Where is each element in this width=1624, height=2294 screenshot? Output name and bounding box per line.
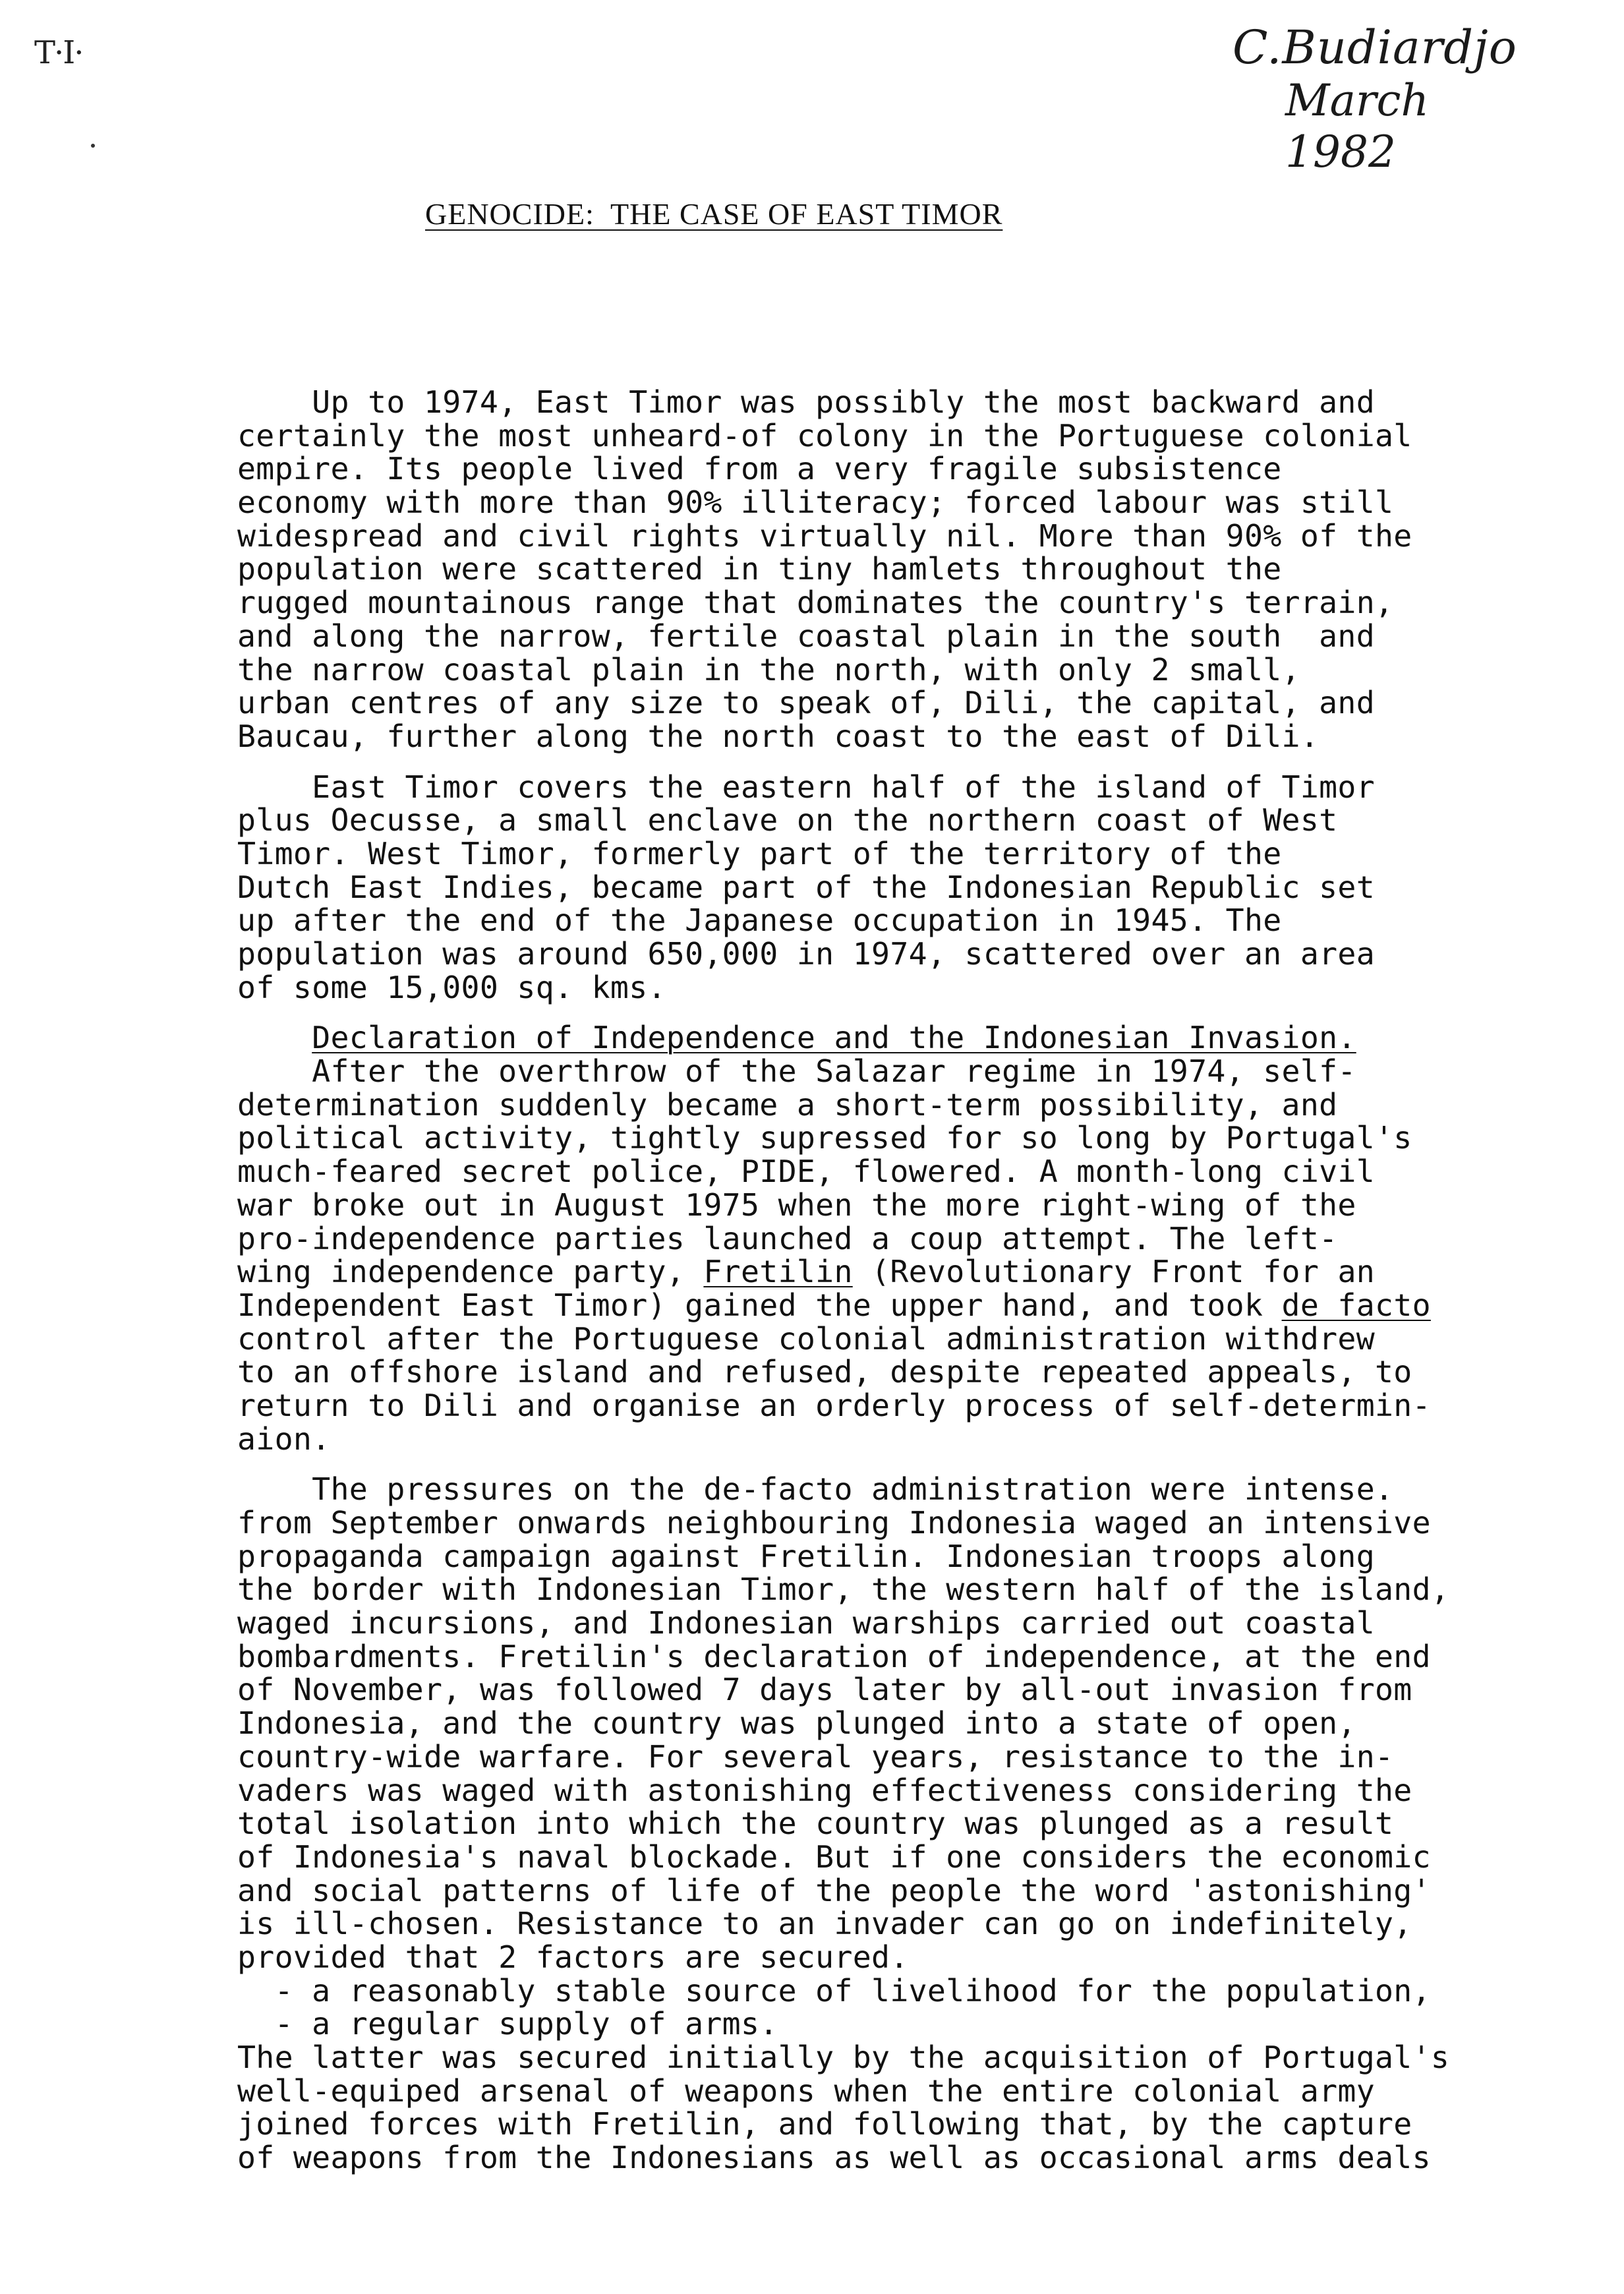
text-line: from September onwards neighbouring Indonesia waged an intensive: [237, 1505, 1431, 1541]
text-line: country-wide warfare. For several years, resistance to the in-: [237, 1738, 1394, 1775]
text-line: determination suddenly became a short-term possibility, and: [237, 1086, 1338, 1123]
text-line: up after the end of the Japanese occupation in 1945. The: [237, 902, 1282, 939]
document-body: [237, 386, 1555, 2175]
text-line: empire. Its people lived from a very fragile subsistence: [237, 451, 1282, 487]
paragraph-declaration: [237, 1021, 1555, 1456]
text-line: the narrow coastal plain in the north, with only 2 small,: [237, 651, 1300, 688]
text-line: return to Dili and organise an orderly process of self-determin-: [237, 1387, 1431, 1423]
document-title: GENOCIDE: THE CASE OF EAST TIMOR: [425, 197, 1003, 231]
text-line: war broke out in August 1975 when the more right-wing of the: [237, 1187, 1356, 1223]
text-line: pro-independence parties launched a coup attempt. The left-: [237, 1220, 1338, 1256]
text-line: The latter was secured initially by the acquisition of Portugal's: [237, 2040, 1450, 2075]
text-line: Up to 1974, East Timor was possibly the most backward and: [237, 384, 1376, 420]
text-line: economy with more than 90% illiteracy; forced labour was still: [237, 485, 1394, 521]
section-heading: [237, 1021, 1555, 1055]
text-line: of November, was followed 7 days later by all-out invasion from: [237, 1672, 1412, 1708]
section-heading-text: Declaration of Independence and the Indonesian Invasion.: [312, 1020, 1356, 1056]
text-line: Indonesia, and the country was plunged into a state of open,: [237, 1705, 1356, 1742]
signature-name: C.Budiardjo: [1232, 20, 1517, 74]
handwritten-signature: [1232, 20, 1542, 177]
text-line: wing independence party, Fretilin (Revolutionary Front for an: [237, 1254, 1376, 1290]
list-item: - a reasonably stable source of livelihood for the population,: [237, 1972, 1431, 2009]
corner-mark: T·I·: [34, 34, 83, 71]
text-line: vaders was waged with astonishing effectiveness considering the: [237, 1772, 1412, 1808]
text-line: total isolation into which the country was plunged as a result: [237, 1806, 1394, 1842]
text-line: Timor. West Timor, formerly part of the territory of the: [237, 835, 1282, 871]
stray-mark: [91, 144, 95, 148]
text-line: and along the narrow, fertile coastal plain in the south and: [237, 618, 1376, 654]
text-line: population was around 650,000 in 1974, scattered over an area: [237, 936, 1376, 972]
text-line: East Timor covers the eastern half of the island of Timor: [237, 769, 1376, 805]
text-line: is ill-chosen. Resistance to an invader can go on indefinitely,: [237, 1906, 1412, 1942]
text-line: rugged mountainous range that dominates the country's terrain,: [237, 585, 1394, 621]
text-line: propaganda campaign against Fretilin. Indonesian troops along: [237, 1538, 1376, 1574]
text-line: much-feared secret police, PIDE, flowered. A month-long civil: [237, 1154, 1376, 1190]
text-line: Baucau, further along the north coast to the east of Dili.: [237, 718, 1320, 754]
text-line: After the overthrow of the Salazar regime in 1974, self-: [237, 1053, 1356, 1090]
text-line: control after the Portuguese colonial administration withdrew: [237, 1320, 1376, 1357]
underlined-term: Fretilin: [703, 1254, 853, 1290]
signature-date: March 1982: [1285, 75, 1429, 177]
text-line: well-equiped arsenal of weapons when the entire colonial army: [237, 2073, 1376, 2109]
paragraph-intro: [237, 386, 1555, 753]
text-line: provided that 2 factors are secured.: [237, 1939, 909, 1975]
text-line: to an offshore island and refused, despite repeated appeals, to: [237, 1354, 1412, 1390]
text-line: The pressures on the de-facto administration were intense.: [237, 1471, 1394, 1508]
text-line: bombardments. Fretilin's declaration of independence, at the end: [237, 1638, 1431, 1674]
list-item: - a regular supply of arms.: [237, 2006, 778, 2042]
text-line: joined forces with Fretilin, and following that, by the capture: [237, 2106, 1412, 2142]
text-line: of Indonesia's naval blockade. But if one considers the economic: [237, 1838, 1431, 1875]
text-line: the border with Indonesian Timor, the western half of the island,: [237, 1572, 1450, 1608]
text-line: political activity, tightly supressed for so long by Portugal's: [237, 1120, 1412, 1156]
text-line: Dutch East Indies, became part of the Indonesian Republic set: [237, 869, 1376, 905]
text-line: aion.: [237, 1421, 331, 1457]
text-line: widespread and civil rights virtually nil. More than 90% of the: [237, 517, 1412, 554]
underlined-term: de facto: [1281, 1287, 1431, 1323]
text-line: Independent East Timor) gained the upper hand, and took de facto: [237, 1287, 1431, 1323]
text-line: certainly the most unheard-of colony in the Portuguese colonial: [237, 417, 1412, 454]
text-line: of some 15,000 sq. kms.: [237, 969, 666, 1005]
text-line: waged incursions, and Indonesian warships carried out coastal: [237, 1605, 1376, 1641]
text-line: urban centres of any size to speak of, Dili, the capital, and: [237, 685, 1376, 721]
text-line: plus Oecusse, a small enclave on the northern coast of West: [237, 802, 1338, 838]
paragraph-geography: [237, 771, 1555, 1005]
text-line: and social patterns of life of the people the word 'astonishing': [237, 1872, 1431, 1908]
paragraph-invasion: [237, 1473, 1555, 2174]
text-line: of weapons from the Indonesians as well as occasional arms deals: [237, 2140, 1431, 2176]
text-line: population were scattered in tiny hamlets throughout the: [237, 551, 1282, 587]
